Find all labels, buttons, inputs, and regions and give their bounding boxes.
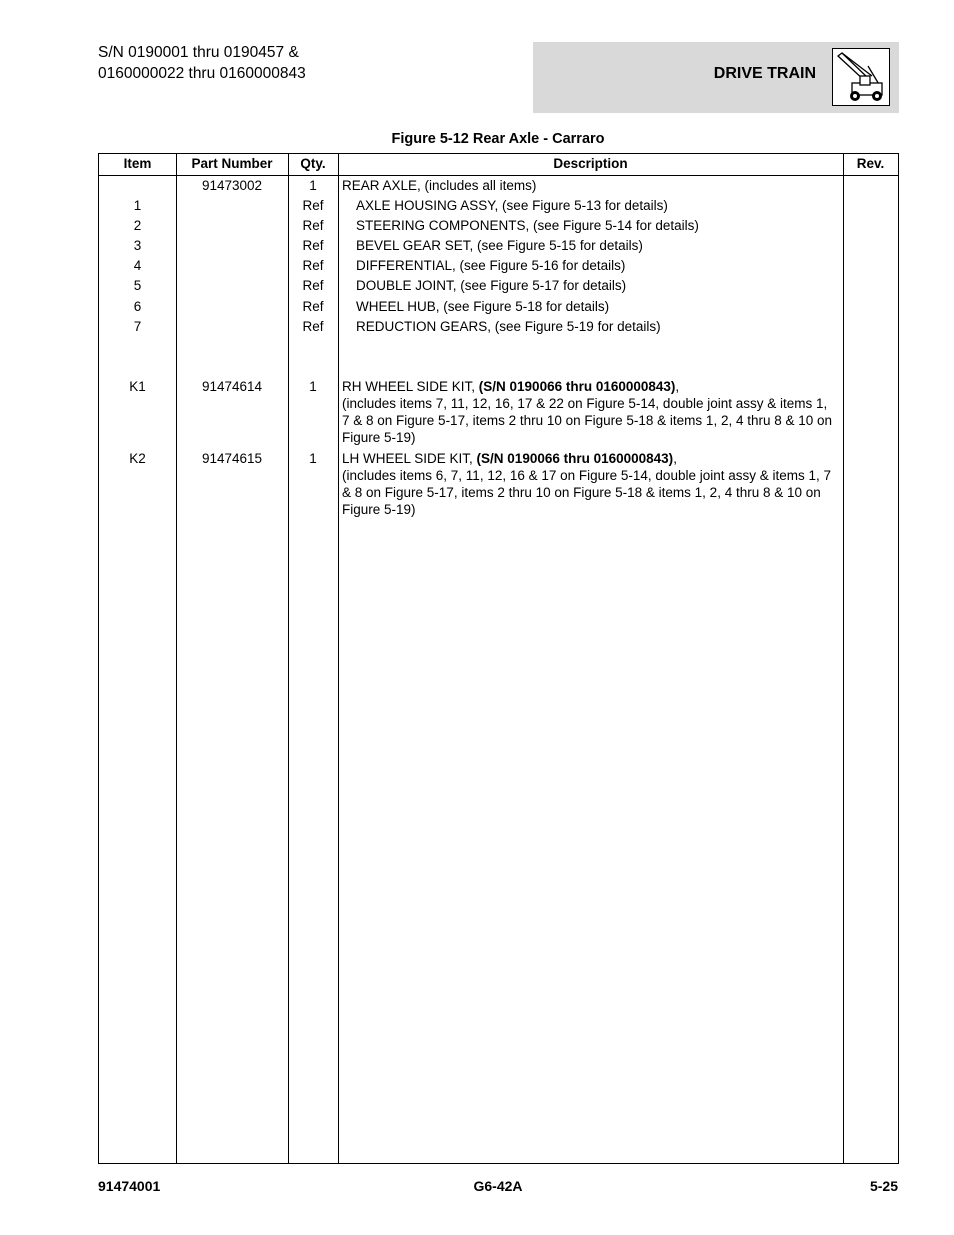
description-cell: WHEEL HUB, (see Figure 5-18 for details) — [356, 299, 610, 314]
footer-doc-number: 91474001 — [98, 1178, 161, 1194]
description-cell: DOUBLE JOINT, (see Figure 5-17 for details) — [356, 278, 627, 293]
section-title: DRIVE TRAIN — [713, 65, 816, 82]
header-divider — [99, 175, 898, 176]
description-cell — [342, 378, 837, 446]
qty-cell: Ref — [302, 319, 324, 334]
header-part-number: Part Number — [191, 156, 273, 171]
header-rev: Rev. — [856, 156, 885, 171]
item-cell: 4 — [133, 258, 142, 273]
qty-cell: Ref — [302, 258, 324, 273]
description-text: RH WHEEL SIDE KIT, — [342, 379, 479, 394]
description-cell: STEERING COMPONENTS, (see Figure 5-14 for details) — [356, 218, 699, 233]
item-cell: 7 — [133, 319, 142, 334]
part-number-cell: 91474614 — [201, 379, 263, 394]
description-cell: DIFFERENTIAL, (see Figure 5-16 for details) — [356, 258, 626, 273]
qty-cell: 1 — [309, 379, 317, 394]
item-cell: 1 — [133, 198, 142, 213]
column-divider — [338, 154, 339, 1163]
item-cell: K1 — [129, 379, 146, 394]
footer-page-number: 5-25 — [869, 1178, 898, 1194]
qty-cell: Ref — [302, 238, 324, 253]
header-qty: Qty. — [300, 156, 326, 171]
description-cell: AXLE HOUSING ASSY, (see Figure 5-13 for details) — [356, 198, 668, 213]
column-divider — [176, 154, 177, 1163]
description-punct: , — [673, 451, 677, 466]
header-item: Item — [123, 156, 152, 171]
serial-note: (S/N 0190066 thru 0160000843) — [476, 451, 674, 466]
section-tab — [533, 42, 899, 113]
qty-cell: Ref — [302, 198, 324, 213]
description-details: (includes items 6, 7, 11, 12, 16 & 17 on Figure 5-14, double joint assy & items 1, 7 & 8 on Figure 5-17, items 2 thru 10 on Figure 5-18 & items 1, 2, 4 thru 8 & 10 on Figure 5-19) — [342, 468, 832, 517]
description-cell: BEVEL GEAR SET, (see Figure 5-15 for details) — [356, 238, 643, 253]
part-number-cell: 91474615 — [201, 451, 263, 466]
part-number-cell: 91473002 — [201, 178, 263, 193]
parts-table — [98, 153, 899, 1164]
item-cell: 5 — [133, 278, 142, 293]
footer-model: G6-42A — [473, 1178, 523, 1194]
serial-line-2: 0160000022 thru 0160000843 — [98, 65, 306, 82]
description-punct: , — [675, 379, 680, 394]
serial-range — [98, 42, 306, 84]
serial-note: (S/N 0190066 thru 0160000843) — [478, 379, 676, 394]
qty-cell: Ref — [302, 218, 324, 233]
qty-cell: Ref — [302, 278, 324, 293]
header-description: Description — [553, 156, 628, 171]
figure-title: Figure 5-12 Rear Axle - Carraro — [391, 131, 605, 147]
qty-cell: 1 — [309, 178, 317, 193]
serial-line-1: S/N 0190001 thru 0190457 & — [98, 44, 299, 61]
qty-cell: Ref — [302, 299, 324, 314]
description-cell: REDUCTION GEARS, (see Figure 5-19 for details) — [356, 319, 661, 334]
description-cell — [342, 450, 837, 518]
item-cell: 3 — [133, 238, 142, 253]
telehandler-icon — [832, 48, 890, 106]
item-cell: 2 — [133, 218, 142, 233]
description-details: (includes items 7, 11, 12, 16, 17 & 22 on Figure 5-14, double joint assy & items 1, 7 & 8 on Figure 5-17, items 2 thru 10 on Figure 5-18 & items 1, 2, 4 thru 8 & 10 on Figure 5-19) — [342, 396, 833, 445]
qty-cell: 1 — [309, 451, 317, 466]
description-cell: REAR AXLE, (includes all items) — [342, 178, 537, 193]
item-cell: 6 — [133, 299, 142, 314]
item-cell: K2 — [129, 451, 146, 466]
description-text: LH WHEEL SIDE KIT, — [342, 451, 477, 466]
